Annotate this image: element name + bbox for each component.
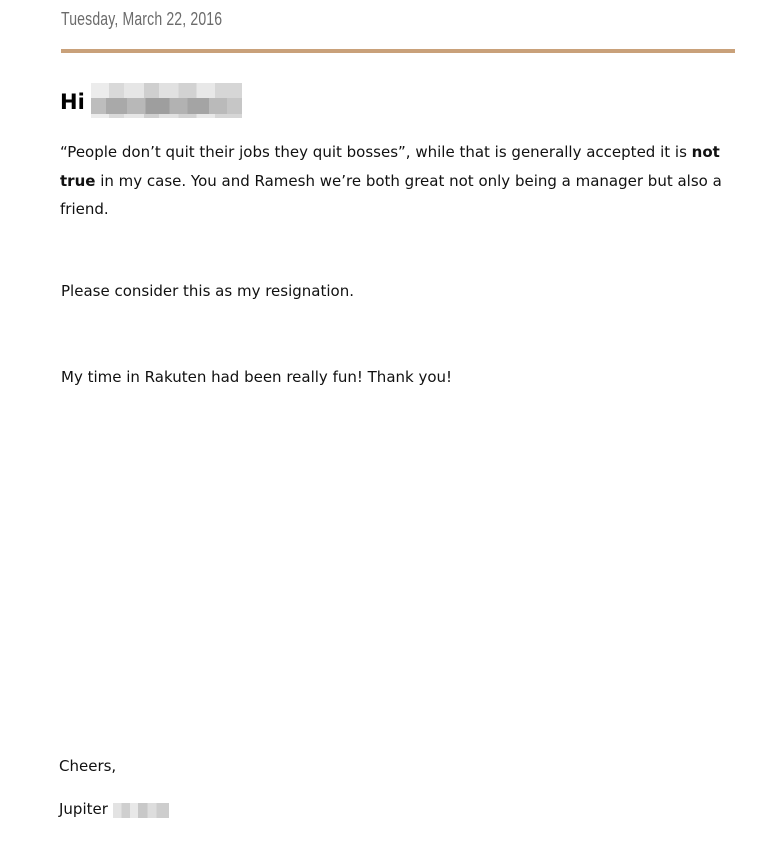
- redacted-surname: [113, 803, 169, 818]
- paragraph-intro-emphasis: not true: [60, 143, 720, 190]
- greeting: [60, 84, 242, 119]
- paragraph-intro: [60, 138, 728, 224]
- paragraph-intro-part2: in my case. You and Ramesh we’re both great not only being a manager but also a friend.: [60, 171, 722, 218]
- paragraph-thanks: My time in Rakuten had been really fun! Thank you!: [61, 368, 453, 386]
- header-divider: [61, 49, 735, 53]
- letter-date: Tuesday, March 22, 2016: [61, 9, 223, 29]
- paragraph-intro-part1: “People don’t quit their jobs they quit bosses”, while that is generally accepted it is: [60, 143, 692, 161]
- redacted-recipient-name: [91, 83, 242, 118]
- signature: [59, 800, 169, 818]
- greeting-word: Hi: [60, 89, 85, 114]
- signoff: Cheers,: [59, 757, 117, 775]
- paragraph-resignation: Please consider this as my resignation.: [61, 282, 354, 300]
- signature-first-name: Jupiter: [59, 800, 108, 818]
